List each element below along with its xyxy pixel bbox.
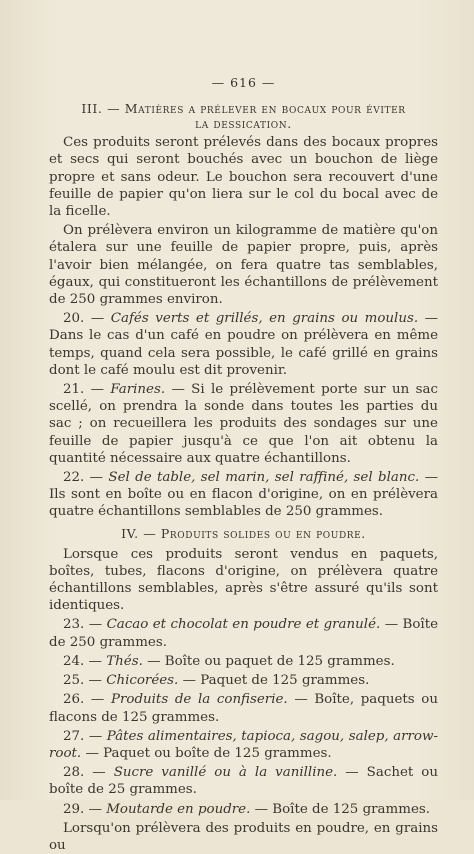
item-27 (49, 728, 438, 762)
page-number: — 616 — (211, 75, 276, 90)
item-27-title: Pâtes alimentaires, tapioca, sagou, salep, arrow-root. (49, 728, 438, 761)
item-21-title: Farines. (110, 382, 166, 398)
item-24-title: Thés. (106, 653, 143, 669)
item-25-text: — Paquet de 125 grammes. (182, 673, 370, 689)
item-20-text: — Dans le cas d'un café en poudre on prélèvera en même temps, quand cela sera possible, le café grillé en grains dont le café moulu est dit provenir. (49, 311, 438, 378)
item-21-number: 21. — (63, 382, 105, 398)
item-23 (49, 616, 438, 650)
item-26-text: — Boîte, paquets ou flacons de 125 grammes. (49, 692, 438, 725)
item-28 (49, 764, 438, 798)
item-29-title: Moutarde en poudre. (106, 801, 251, 817)
item-20-number: 20. — (63, 311, 105, 327)
section-iii-line1: III. — Matières a prélever en bocaux pour éviter (81, 101, 406, 117)
item-28-title: Sucre vanillé ou à la vanilline. (113, 765, 338, 781)
item-20-title: Cafés verts et grillés, en grains ou moulus. (110, 311, 419, 327)
item-23-text: — Boîte de 250 grammes. (49, 617, 439, 650)
paragraph-iii-1: Ces produits seront prélevés dans des bocaux propres et secs qui seront bouchés avec un bouchon de liège propre et sans odeur. Le bouchon sera recouvert d'une feuille de papier qu'on liera sur le col du bocal avec de la ficelle. (49, 135, 438, 220)
item-29-number: 29. — (63, 801, 102, 817)
section-iv-heading (49, 526, 438, 543)
item-27-number: 27. — (63, 728, 103, 744)
section-iii-heading (49, 101, 438, 131)
item-25-number: 25. — (63, 673, 102, 689)
item-21-text: — Si le prélèvement porte sur un sac scellé, on prendra la sonde dans toutes les parties du sac ; on recueillera les produits des sondages sur une feuille de papier jusqu'à ce que l'on ait obtenu la quantité nécessaire aux quatre échantillons. (49, 382, 438, 466)
item-21 (49, 381, 438, 467)
item-25 (49, 672, 438, 689)
item-22-title: Sel de table, sel marin, sel raffiné, sel blanc. (108, 470, 420, 486)
paragraph-last: Lorsqu'on prélèvera des produits en poudre, en grains ou (49, 820, 438, 853)
item-22-number: 22. — (63, 470, 104, 486)
item-24 (49, 653, 438, 670)
item-23-number: 23. — (63, 617, 103, 633)
item-24-number: 24. — (63, 653, 102, 669)
item-22-text: — Ils sont en boîte ou en flacon d'origine, on en prélèvera quatre échantillons semblables de 250 grammes. (49, 470, 438, 520)
section-iv-title: IV. — Produits solides ou en poudre. (121, 525, 366, 541)
item-24-text: — Boîte ou paquet de 125 grammes. (147, 653, 395, 669)
item-28-number: 28. — (63, 765, 106, 781)
section-iii-line2: la dessication. (195, 116, 292, 132)
paragraph-iv: Lorsque ces produits seront vendus en paquets, boîtes, tubes, flacons d'origine, on prélèvera quatre échantillons semblables, après s'être assuré qu'ils sont identiques. (49, 546, 438, 614)
item-23-title: Cacao et chocolat en poudre et granulé. (106, 617, 381, 633)
item-29-text: — Boîte de 125 grammes. (254, 801, 430, 817)
item-28-text: — Sachet ou boîte de 25 grammes. (49, 765, 438, 798)
item-26-title: Produits de la confiserie. (110, 692, 288, 708)
item-26 (49, 691, 438, 725)
item-22 (49, 469, 438, 521)
item-29 (49, 801, 438, 818)
item-27-text: — Paquet ou boîte de 125 grammes. (85, 745, 332, 761)
item-26-number: 26. — (63, 692, 105, 708)
item-25-title: Chicorées. (106, 673, 179, 689)
paragraph-iii-2: On prélèvera environ un kilogramme de matière qu'on étalera sur une feuille de papier propre, puis, après l'avoir bien mélangée, on fera quatre tas semblables, égaux, qui constitueront les échantillons de prélèvement de 250 grammes environ. (49, 223, 438, 308)
item-20 (49, 310, 438, 379)
